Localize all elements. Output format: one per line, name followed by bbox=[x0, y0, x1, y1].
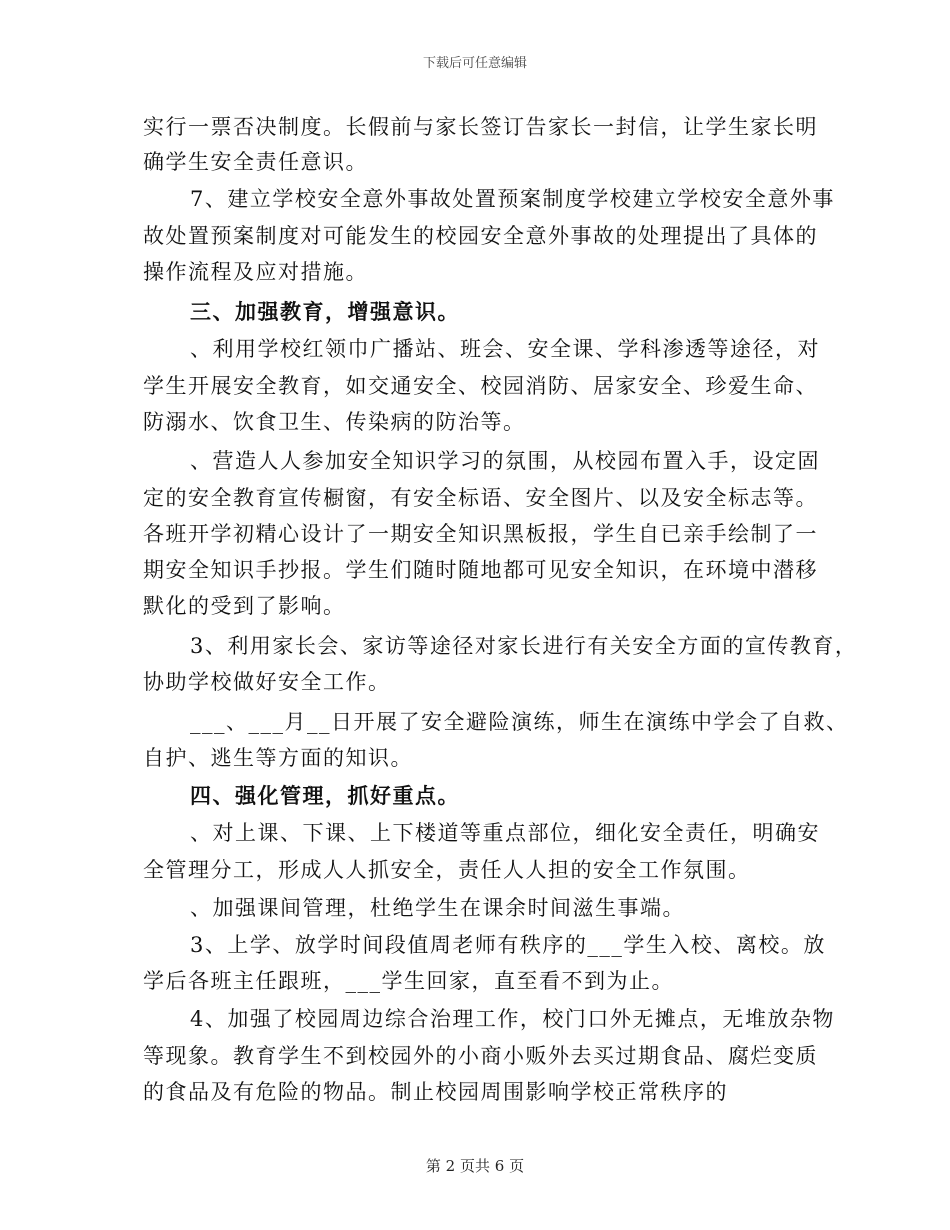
paragraph-line: 实行一票否决制度。长假前与家长签订告家长一封信，让学生家长明 bbox=[143, 115, 818, 139]
paragraph-line: 7、建立学校安全意外事故处置预案制度学校建立学校安全意外事 bbox=[190, 187, 835, 211]
paragraph-line: 学后各班主任跟班，___学生回家，直至看不到为止。 bbox=[143, 969, 674, 993]
paragraph-line: 、对上课、下课、上下楼道等重点部位，细化安全责任，明确安 bbox=[190, 821, 820, 845]
section-heading: 四、强化管理，抓好重点。 bbox=[190, 783, 460, 808]
paragraph-line: 的食品及有危险的物品。制止校园周围影响学校正常秩序的 bbox=[143, 1080, 728, 1104]
paragraph-line: 4、加强了校园周边综合治理工作，校门口外无摊点，无堆放杂物 bbox=[190, 1007, 835, 1031]
paragraph-line: 定的安全教育宣传橱窗，有安全标语、安全图片、以及安全标志等。 bbox=[143, 486, 818, 510]
paragraph-line: 协助学校做好安全工作。 bbox=[143, 670, 391, 694]
paragraph-line: 、加强课间管理，杜绝学生在课余时间滋生事端。 bbox=[190, 896, 685, 920]
section-heading: 三、加强教育，增强意识。 bbox=[190, 299, 460, 324]
paragraph-line: 操作流程及应对措施。 bbox=[143, 260, 368, 284]
paragraph-line: 全管理分工，形成人人抓安全，责任人人担的安全工作氛围。 bbox=[143, 858, 751, 882]
paragraph-line: 期安全知识手抄报。学生们随时随地都可见安全知识，在环境中潜移 bbox=[143, 558, 818, 582]
paragraph-line: 各班开学初精心设计了一期安全知识黑板报，学生自已亲手绘制了一 bbox=[143, 522, 818, 546]
paragraph-line: ___、___月__日开展了安全避险演练，师生在演练中学会了自救、 bbox=[190, 710, 849, 734]
paragraph-line: 故处置预案制度对可能发生的校园安全意外事故的处理提出了具体的 bbox=[143, 224, 818, 248]
paragraph-line: 确学生安全责任意识。 bbox=[143, 150, 368, 174]
paragraph-line: 、营造人人参加安全知识学习的氛围，从校园布置入手，设定固 bbox=[190, 449, 820, 473]
paragraph-line: 等现象。教育学生不到校园外的小商小贩外去买过期食品、腐烂变质 bbox=[143, 1044, 818, 1068]
paragraph-line: 默化的受到了影响。 bbox=[143, 594, 346, 618]
page-header: 下载后可任意编辑 bbox=[422, 56, 527, 71]
paragraph-line: 自护、逃生等方面的知识。 bbox=[143, 746, 413, 770]
paragraph-line: 3、利用家长会、家访等途径对家长进行有关安全方面的宣传教育， bbox=[190, 634, 858, 658]
page-footer: 第 2 页共 6 页 bbox=[425, 1157, 525, 1175]
paragraph-line: 学生开展安全教育，如交通安全、校园消防、居家安全、珍爱生命、 bbox=[143, 374, 818, 398]
paragraph-line: 防溺水、饮食卫生、传染病的防治等。 bbox=[143, 410, 526, 434]
paragraph-line: 、利用学校红领巾广播站、班会、安全课、学科渗透等途径，对 bbox=[190, 337, 820, 361]
paragraph-line: 3、上学、放学时间段值周老师有秩序的___学生入校、离校。放 bbox=[190, 933, 826, 957]
